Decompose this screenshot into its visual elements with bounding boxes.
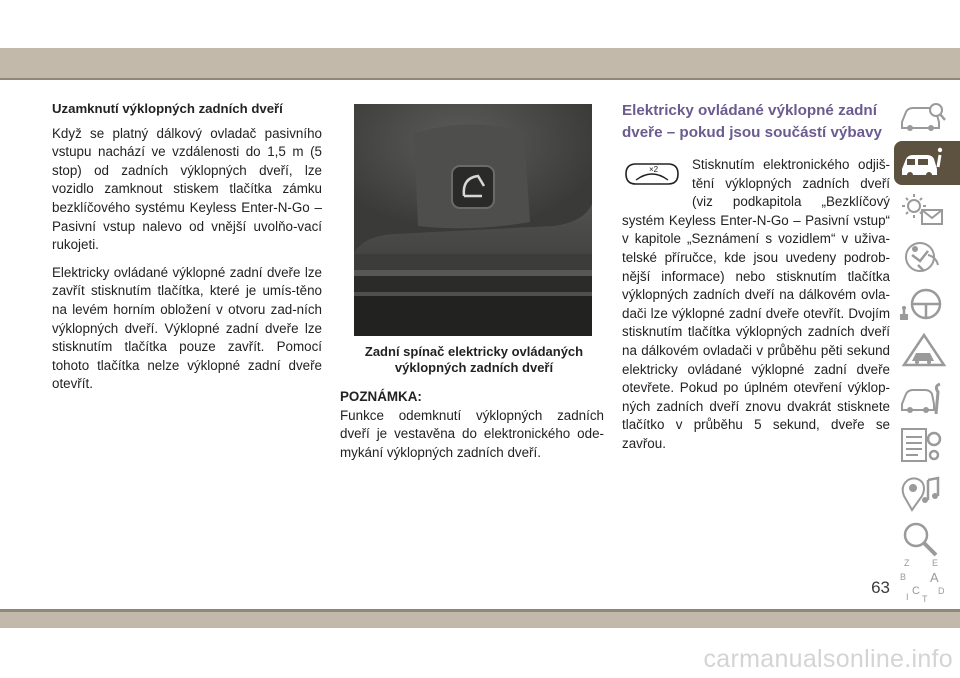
header-band <box>0 48 960 78</box>
warning-lights-icon <box>898 190 948 230</box>
nav-tab-car-search[interactable] <box>894 94 960 138</box>
section-title: Elektricky ovládané výklopné zadní dveře – pokud jsou součástí výbavy <box>622 102 882 141</box>
airbag-icon <box>898 237 948 277</box>
index-letter: A <box>930 570 939 585</box>
hazard-triangle-icon <box>898 331 948 371</box>
alphabet-index-icon <box>898 556 948 604</box>
paragraph: Elektricky ovládané výklopné zadní dveře lze zavřít stisknutím tlačítka, které je umís-těno na levém horním obložení v otvoru zad-ních výklopných dveří. Výklopné zadní dveře lze stisknutím tlačítka pouze zavřít. Pomocí tohoto tlačítka nelze výklopné zadní dveře otevřít. <box>52 264 322 392</box>
nav-tab-car-info[interactable] <box>894 141 960 185</box>
paragraph: Stisknutím elektronického odjiš-tění výklopných zadních dveří (viz podkapitola „Bezklíčový systém Keyless Enter-N-Go – Pasivní vstup“ v kapitole „Seznámení s vozidlem“ v uživa-telské příručce, kde jsou uvedeny podrob-nější informace) nebo stisknutím tlačítka výklopných zadních dveří na dálkovém ovla-dači lze výklopné zadní dveře otevřít. Dvojím stisknutím tlačítka výklopných zadních dveří na dálkovém ovladači v průběhu pěti sekund elektricky ovládané výklopné zadní dveře otevřete. Pokud po úplném otevření výklop-ných zadních dveří znovu dvakrát stisknete tlačítko v průběhu 5 sekund, dveře se zavřou. <box>622 157 890 451</box>
section-subheading: Uzamknutí výklopných zadních dveří <box>52 101 283 116</box>
header-rule <box>0 78 960 80</box>
steering-wheel-icon <box>898 284 948 324</box>
specifications-icon <box>898 425 948 465</box>
index-letter: B <box>900 572 907 582</box>
nav-tab-steering[interactable] <box>894 282 960 326</box>
car-info-icon <box>898 143 948 183</box>
nav-tab-car-service[interactable] <box>894 376 960 420</box>
key-fob-double-press-icon <box>622 160 682 188</box>
index-letter: I <box>906 592 909 602</box>
liftgate-switch-photo <box>354 104 592 336</box>
search-icon <box>898 519 948 559</box>
key-press-count: ×2 <box>649 165 659 174</box>
paragraph: Když se platný dálkový ovladač pasivního vstupu nachází ve vzdálenosti do 1,5 m (5 stop) od zadních výklopných dveří, lze vozidlo zamknout stiskem tlačítka zámku bezklíčového systému Keyless Enter-N-Go – Pasivní vstup nalevo od vnější uvolňo-vací rukojeti. <box>52 125 322 253</box>
media-icon <box>898 472 948 512</box>
nav-tab-index[interactable] <box>894 554 960 606</box>
column-left <box>52 100 322 403</box>
index-letter: T <box>922 594 928 604</box>
nav-tab-airbag[interactable] <box>894 235 960 279</box>
index-letter: E <box>932 558 939 568</box>
watermark[interactable]: carmanualsonline.info <box>703 645 953 673</box>
note-title: POZNÁMKA: <box>340 389 422 404</box>
note-block <box>340 388 604 462</box>
nav-tab-specifications[interactable] <box>894 423 960 467</box>
nav-tab-hazard[interactable] <box>894 329 960 373</box>
index-letter: Z <box>904 558 910 568</box>
page-number: 63 <box>871 578 890 597</box>
index-letter: D <box>938 586 945 596</box>
note-text: Funkce odemknutí výklopných zadních dveří je vestavěna do elektronického ode-mykání výklopných zadních dveří. <box>340 407 604 460</box>
nav-tab-media[interactable] <box>894 470 960 514</box>
index-letter: C <box>912 585 920 597</box>
nav-tab-warning-lights[interactable] <box>894 188 960 232</box>
car-search-icon <box>898 96 948 136</box>
car-wrench-icon <box>898 378 948 418</box>
footer-band <box>0 612 960 628</box>
figure-caption: Zadní spínač elektricky ovládaných výklopných zadních dveří <box>364 344 584 375</box>
column-right <box>622 100 890 454</box>
